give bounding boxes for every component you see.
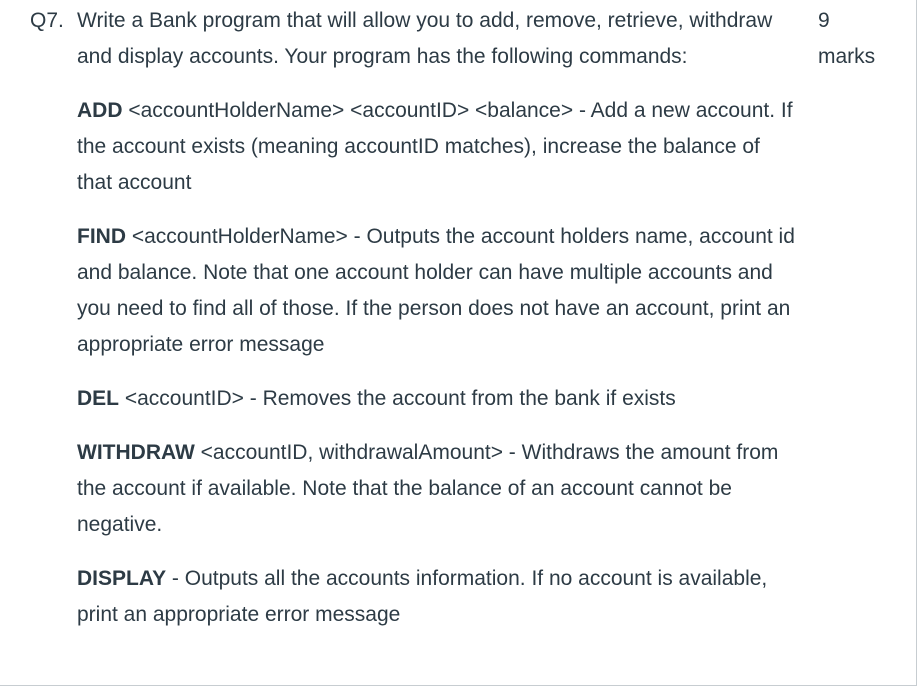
command-description: <accountHolderName> - Outputs the account holders name, account id and balance. Note that one account holder can have multiple accounts and you need to find all of those. If the person does not have an account, print an appropriate error message	[77, 225, 795, 356]
question-intro: Write a Bank program that will allow you to add, remove, retrieve, withdraw and display accounts. Your program has the following commands:	[77, 9, 773, 68]
command-add	[77, 93, 800, 201]
command-description: <accountHolderName> <accountID> <balance> - Add a new account. If the account exists (meaning accountID matches), increase the balance of that account	[77, 99, 793, 194]
marks-value: 9	[818, 9, 830, 32]
command-withdraw	[77, 435, 800, 543]
command-name: ADD	[77, 99, 123, 122]
command-description: <accountID, withdrawalAmount> - Withdraws the amount from the account if available. Note that the balance of an account cannot be negative.	[77, 441, 779, 536]
question-block	[30, 3, 800, 633]
command-name: FIND	[77, 225, 126, 248]
command-description: - Outputs all the accounts information. If no account is available, print an appropriate error message	[77, 567, 768, 626]
command-name: DEL	[77, 387, 119, 410]
command-del	[77, 381, 800, 417]
question-number: Q7.	[30, 9, 64, 32]
command-list	[30, 93, 800, 633]
marks-column	[818, 3, 898, 75]
command-description: <accountID> - Removes the account from the bank if exists	[119, 387, 676, 410]
command-name: WITHDRAW	[77, 441, 195, 464]
marks-label: marks	[818, 45, 876, 68]
command-name: DISPLAY	[77, 567, 167, 590]
command-display	[77, 561, 800, 633]
command-find	[77, 219, 800, 363]
